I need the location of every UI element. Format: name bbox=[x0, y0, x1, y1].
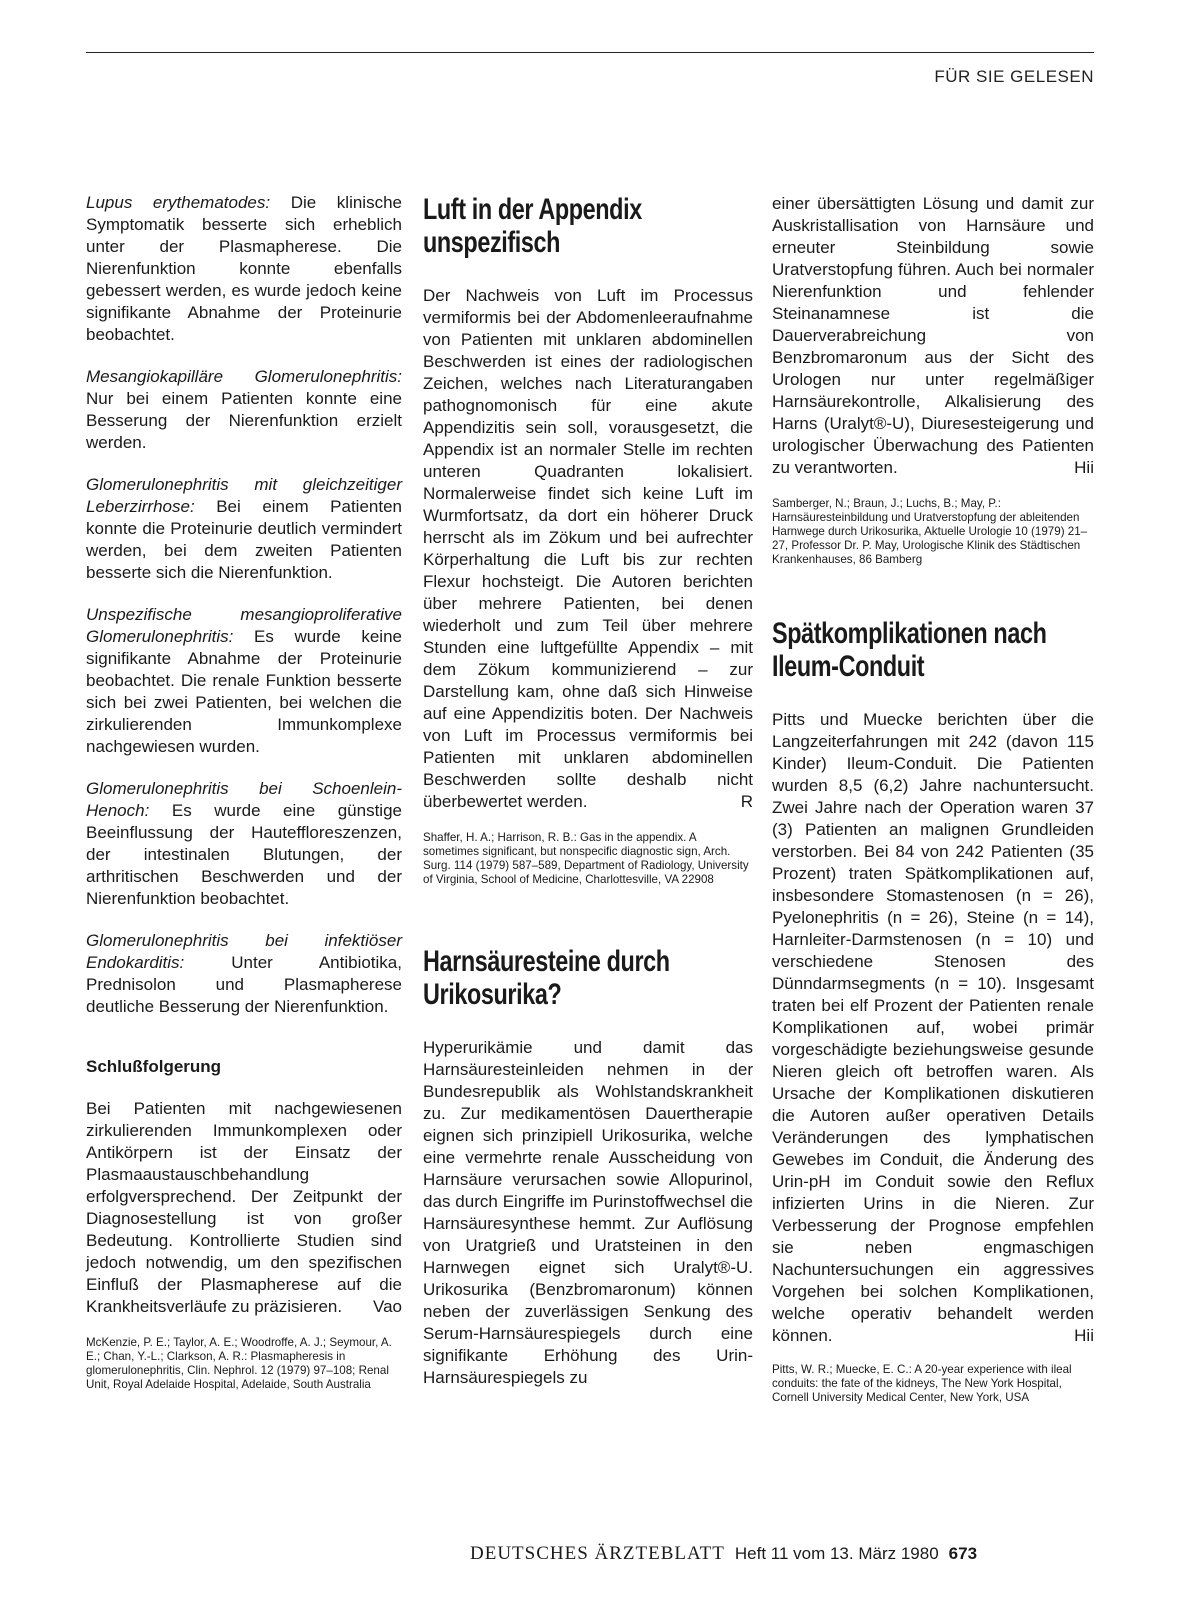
article-title: Luft in der Appendix unspezifisch bbox=[423, 193, 642, 259]
column-2 bbox=[423, 193, 753, 1389]
author-initials: Hii bbox=[1074, 458, 1094, 477]
column-1 bbox=[86, 192, 402, 1392]
reference: Shaffer, H. A.; Harrison, R. B.: Gas in the appendix. A sometimes significant, but nonspecific diagnostic sign, Arch. Surg. 114 (1979) 587–589, Department of Radiology, University of Virginia, School of Medicine, Charlottesville, VA 22908 bbox=[423, 831, 749, 886]
page-footer bbox=[470, 1543, 977, 1565]
article-body: Der Nachweis von Luft im Processus vermiformis bei der Abdomenleeraufnahme von Patienten mit unklaren abdominellen Beschwerden ist eines der radiologischen Zeichen, welches nach Literaturangaben pathognomonisch für eine akute Appendizitis sein soll, vorausgesetzt, die Appendix ist an normaler Stelle im rechten unteren Quadranten lokalisiert. Normalerweise findet sich keine Luft im Wurmfortsatz, da dort ein höherer Druck herrscht als im Zökum und bei aufrechter Körperhaltung die Luft bis zur rechten Flexur hochsteigt. Die Autoren berichten über mehrere Patienten, bei denen wiederholt und zum Teil über mehrere Stunden eine luftgefüllte Appendix – mit dem Zökum kommunizierend – zur Darstellung kam, ohne daß sich Hinweise auf eine Appendizitis boten. Der Nachweis von Luft im Processus vermiformis bei Patienten mit unklaren abdominellen Beschwerden sollte deshalb nicht überbewertet werden. R bbox=[423, 286, 753, 811]
paragraph-label: Lupus erythematodes: bbox=[86, 193, 271, 212]
reference: Pitts, W. R.; Muecke, E. C.: A 20-year experience with ileal conduits: the fate of the kidneys, The New York Hospital, Cornell University Medical Center, New York, USA bbox=[772, 1363, 1072, 1404]
issue-info: Heft 11 vom 13. März 1980 bbox=[734, 1544, 939, 1563]
paragraph-endokarditis: Glomerulonephritis bei infektiöser Endokarditis: Unter Antibiotika, Prednisolon und Plasmapherese deutliche Besserung der Nierenfunktion. bbox=[86, 931, 402, 1016]
paragraph-label: Glomerulonephritis bei Schoenlein-Henoch: bbox=[86, 779, 402, 820]
journal-name: DEUTSCHES ÄRZTEBLATT bbox=[470, 1543, 725, 1564]
paragraph-label: Glomerulonephritis mit gleichzeitiger Leberzirrhose: bbox=[86, 475, 402, 516]
section-label: FÜR SIE GELESEN bbox=[934, 67, 1094, 86]
paragraph-label: Glomerulonephritis bei infektiöser Endokarditis: bbox=[86, 931, 402, 972]
header-rule bbox=[86, 52, 1094, 53]
article-body: Hyperurikämie und damit das Harnsäuresteinleiden nehmen in der Bundesrepublik als Wohlstandskrankheit zu. Zur medikamentösen Dauertherapie eignen sich prinzipiell Urikosurika, welche eine vermehrte renale Ausscheidung von Harnsäure verursachen sowie Allopurinol, das durch Eingriffe im Purinstoffwechsel die Harnsäuresynthese hemmt. Zur Auflösung von Uratgrieß und Uratsteinen in den Harnwegen eignet sich Uralyt®-U. Urikosurika (Benzbromaronum) können neben der zuverlässigen Senkung des Serum-Harnsäurespiegels durch eine signifikante Erhöhung des Urin-Harnsäurespiegels zu bbox=[423, 1038, 753, 1387]
reference: Samberger, N.; Braun, J.; Luchs, B.; May, P.: Harnsäuresteinbildung und Uratverstopfung der ableitenden Harnwege durch Urikosurika, Aktuelle Urologie 10 (1979) 21–27, Professor Dr. P. May, Urologische Klinik des Städtischen Krankenhauses, 86 Bamberg bbox=[772, 497, 1088, 566]
paragraph-lupus: Lupus erythematodes: Die klinische Symptomatik besserte sich erheblich unter der Plasmapherese. Die Nierenfunktion konnte ebenfalls gebessert werden, es wurde jedoch keine signifikante Abnahme der Proteinurie beobachtet. bbox=[86, 193, 402, 344]
paragraph-label: Unspezifische mesangioproliferative Glomerulonephritis: bbox=[86, 605, 402, 646]
article-title: Harnsäuresteine durch Urikosurika? bbox=[423, 945, 670, 1011]
paragraph-label: Mesangiokapilläre Glomerulonephritis: bbox=[86, 367, 402, 386]
reference: McKenzie, P. E.; Taylor, A. E.; Woodroffe, A. J.; Seymour, A. E.; Chan, Y.-L.; Clarkson, A. R.: Plasmapheresis in glomerulonephritis, Clin. Nephrol. 12 (1979) 97–108; Renal Unit, Royal Adelaide Hospital, Adelaide, South Australia bbox=[86, 1336, 392, 1391]
paragraph-conclusion: Bei Patienten mit nachgewiesenen zirkulierenden Immunkomplexen oder Antikörpern ist der Einsatz der Plasmaaustauschbehandlung erfolgversprechend. Der Zeitpunkt der Diagnosestellung ist von großer Bedeutung. Kontrollierte Studien sind jedoch notwendig, um den spezifischen Einfluß der Plasmapherese auf die Krankheitsverläufe zu präzisieren. Vao bbox=[86, 1099, 402, 1316]
article-body-continued: einer übersättigten Lösung und damit zur Auskristallisation von Harnsäure und erneuter Steinbildung sowie Uratverstopfung führen. Auch bei normaler Nierenfunktion und fehlender Steinanamnese ist die Dauerverabreichung von Benzbromaronum aus der Sicht des Urologen nur unter regelmäßiger Harnsäurekontrolle, Alkalisierung des Harns (Uralyt®-U), Diuresesteigerung und urologischer Überwachung des Patienten zu verantworten. Hii bbox=[772, 194, 1094, 477]
paragraph-mesangioproliferative: Unspezifische mesangioproliferative Glomerulonephritis: Es wurde keine signifikante Abnahme der Proteinurie beobachtet. Die renale Funktion besserte sich bei zwei Patienten, bei welchen die zirkulierenden Immunkomplexe nachgewiesen wurden. bbox=[86, 605, 402, 756]
article-title: Spätkomplikationen nach Ileum-Conduit bbox=[772, 617, 1047, 683]
column-3 bbox=[772, 193, 1094, 1405]
paragraph-mesangiokapillaere: Mesangiokapilläre Glomerulonephritis: Nur bei einem Patienten konnte eine Besserung der Nierenfunktion erzielt werden. bbox=[86, 367, 402, 452]
author-initials: Vao bbox=[373, 1297, 402, 1316]
paragraph-schoenlein-henoch: Glomerulonephritis bei Schoenlein-Henoch: Es wurde eine günstige Beeinflussung der Hauteffloreszenzen, der intestinalen Blutungen, der arthritischen Beschwerden und der Nierenfunktion beobachtet. bbox=[86, 779, 402, 908]
author-initials: Hii bbox=[1074, 1326, 1094, 1345]
author-initials: R bbox=[740, 792, 753, 811]
paragraph-leberzirrhose: Glomerulonephritis mit gleichzeitiger Leberzirrhose: Bei einem Patienten konnte die Proteinurie deutlich vermindert werden, bei dem zweiten Patienten besserte sich die Nierenfunktion. bbox=[86, 475, 402, 582]
article-body: Pitts und Muecke berichten über die Langzeiterfahrungen mit 242 (davon 115 Kinder) Ileum-Conduit. Die Patienten wurden 8,5 (6,2) Jahre nachuntersucht. Zwei Jahre nach der Operation waren 37 (3) Patienten an malignen Grundleiden verstorben. Bei 84 von 242 Patienten (35 Prozent) traten Spätkomplikationen auf, insbesondere Stomastenosen (n = 26), Pyelonephritis (n = 26), Steine (n = 14), Harnleiter-Darmstenosen (n = 10) und verschiedene Stenosen des Dünndarmsegments (n = 10). Insgesamt traten bei elf Prozent der Patienten renale Komplikationen auf, wobei primär vorgeschädigte beziehungsweise gesunde Nieren gleich oft betroffen waren. Als Ursache der Komplikationen diskutieren die Autoren außer operativen Details Veränderungen des lymphatischen Gewebes im Conduit, die Änderung des Urin-pH im Conduit sowie den Reflux infizierten Urins in die Nieren. Zur Verbesserung der Prognose empfehlen sie neben engmaschigen Nachuntersuchungen ein aggressives Vorgehen bei solchen Komplikationen, welche operativ behandelt werden können. Hii bbox=[772, 710, 1094, 1345]
section-heading: Schlußfolgerung bbox=[86, 1057, 222, 1076]
page-number: 673 bbox=[948, 1544, 978, 1563]
